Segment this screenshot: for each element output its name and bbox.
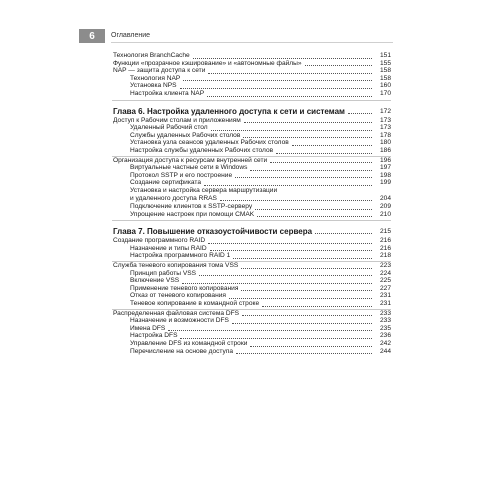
- toc-entry-title: Технология BranchCache: [113, 52, 190, 59]
- toc-page-number: 170: [379, 89, 391, 97]
- toc-page-number: 224: [379, 269, 391, 277]
- toc-leader: [208, 242, 372, 244]
- toc-page-number: 233: [379, 317, 391, 325]
- toc-entry-title: Теневое копирование в командной строке: [130, 300, 260, 308]
- toc-leader: [180, 87, 372, 89]
- toc-entry-title: Подключение клиентов к SSTP-серверу: [130, 203, 253, 211]
- toc-page-number: 218: [379, 252, 391, 260]
- toc-leader: [207, 95, 372, 97]
- toc-page-number: 155: [379, 59, 391, 67]
- toc-page-number: 209: [379, 203, 391, 211]
- page-number: 6: [79, 29, 105, 43]
- toc-subentry[interactable]: [113, 179, 391, 187]
- toc-leader: [250, 169, 372, 171]
- toc-entry[interactable]: [113, 187, 391, 202]
- toc-entry-title: Доступ к Рабочим столам и приложениям: [113, 116, 241, 124]
- toc-entry-title: Имена DFS: [130, 324, 166, 332]
- toc-page-number: 173: [379, 124, 391, 132]
- toc-block: [113, 262, 391, 308]
- toc-entry[interactable]: [113, 310, 391, 318]
- toc-leader: [232, 322, 372, 324]
- toc-leader: [348, 112, 372, 114]
- toc-subentry[interactable]: [113, 75, 391, 83]
- toc-entry-title: Протокол SSTP и его построение: [130, 171, 233, 179]
- toc-page-number: 233: [379, 309, 391, 317]
- toc-leader: [193, 57, 372, 59]
- toc-page-number: 151: [379, 52, 391, 59]
- toc-page-number: 173: [379, 116, 391, 124]
- toc-leader: [199, 274, 372, 276]
- toc-leader: [257, 215, 372, 217]
- toc-leader: [244, 121, 372, 123]
- toc-entry-title: Настройка службы удаленных Рабочих столов: [130, 146, 274, 154]
- toc-page-number: 210: [379, 210, 391, 218]
- toc-chapter-6[interactable]: [113, 107, 391, 116]
- toc-subentry[interactable]: [113, 82, 391, 90]
- toc-leader: [210, 249, 372, 251]
- toc-leader: [208, 72, 372, 74]
- toc-entry-title: Перечисление на основе доступа: [130, 347, 234, 355]
- toc-entry[interactable]: [113, 237, 391, 245]
- toc-leader: [229, 297, 372, 299]
- toc-block: [113, 117, 391, 155]
- toc-entry[interactable]: [113, 52, 391, 60]
- toc-subentry[interactable]: [113, 292, 391, 300]
- toc-page-number: 227: [379, 284, 391, 292]
- toc-page-number: 178: [379, 131, 391, 139]
- toc-leader: [183, 79, 372, 81]
- toc-subentry[interactable]: [113, 270, 391, 278]
- toc-page-number: 172: [379, 107, 391, 115]
- toc-page-number: 158: [379, 67, 391, 75]
- toc-entry[interactable]: [113, 60, 391, 68]
- running-header-title: Оглавление: [111, 32, 151, 39]
- toc-leader: [305, 64, 372, 66]
- toc-chapter-title: Глава 7. Повышение отказоустойчивости сервера: [113, 227, 313, 237]
- toc-leader: [241, 289, 372, 291]
- toc-entry-title: Функции «прозрачное кэширование» и «автономные файлы»: [113, 59, 302, 67]
- toc-entry-title: Настройка программного RAID 1: [130, 252, 231, 260]
- toc-subentry[interactable]: [113, 332, 391, 340]
- toc-subentry[interactable]: [113, 124, 391, 132]
- toc-subentry[interactable]: [113, 277, 391, 285]
- toc-leader: [255, 208, 372, 210]
- toc-leader: [220, 199, 372, 201]
- toc-entry-title: Упрощение настроек при помощи CMAK: [130, 210, 255, 218]
- toc-page-number: 216: [379, 237, 391, 245]
- toc-subentry[interactable]: [113, 139, 391, 147]
- toc-entry-title-cont: и удаленного доступа RRAS: [130, 194, 217, 202]
- toc-page-number: 235: [379, 324, 391, 332]
- toc-subentry[interactable]: [113, 285, 391, 293]
- toc-page-number: 186: [379, 146, 391, 154]
- toc-subentry[interactable]: [113, 300, 391, 308]
- toc-entry-title: Назначение и типы RAID: [130, 244, 207, 252]
- toc-subentry[interactable]: [113, 90, 391, 98]
- toc-subentry[interactable]: [113, 147, 391, 155]
- toc-block: [113, 203, 391, 218]
- toc-page-number: 160: [379, 82, 391, 90]
- toc-subentry[interactable]: [113, 340, 391, 348]
- toc-entry-title: Назначение и возможности DFS: [130, 317, 229, 325]
- toc-page-number: 197: [379, 164, 391, 172]
- toc-page-number: 236: [379, 332, 391, 340]
- toc-entry-title: Принцип работы VSS: [130, 269, 197, 277]
- toc-entry-title: Настройка клиента NAP: [130, 89, 205, 97]
- toc-subentry[interactable]: [113, 164, 391, 172]
- toc-leader: [180, 337, 372, 339]
- toc-page-number: 223: [379, 262, 391, 270]
- toc-subentry[interactable]: [113, 172, 391, 180]
- toc-leader: [235, 176, 372, 178]
- toc-entry-title: NAP — защита доступа к сети: [113, 67, 206, 75]
- toc-entry-title: Службы удаленных Рабочих столов: [130, 131, 241, 139]
- toc-page-number: 199: [379, 179, 391, 187]
- toc-entry-title: Создание программного RAID: [113, 237, 206, 245]
- toc-entry[interactable]: [113, 262, 391, 270]
- toc-entry-title: Включение VSS: [130, 277, 180, 285]
- toc-entry-title: Удаленный Рабочий стол: [130, 124, 208, 132]
- toc-leader: [241, 267, 372, 269]
- toc-entry-title: Применение теневого копирования: [130, 284, 239, 292]
- toc-block: [113, 52, 391, 98]
- toc-block: [113, 310, 391, 356]
- toc-entry-title: Создание сертификата: [130, 179, 202, 187]
- toc-page-number: 196: [379, 156, 391, 164]
- toc-page-number: 244: [379, 347, 391, 355]
- toc-page-number: 158: [379, 74, 391, 82]
- toc-subentry[interactable]: [113, 252, 391, 260]
- toc-entry[interactable]: [113, 157, 391, 165]
- toc-page-number: 242: [379, 340, 391, 347]
- toc-entry-title: Настройка DFS: [130, 332, 178, 340]
- toc-leader: [315, 232, 372, 234]
- toc-entry-title: Отказ от теневого копирования: [130, 292, 226, 300]
- toc-entry-title: Технология NAP: [130, 74, 181, 82]
- toc-page-number: 198: [379, 171, 391, 179]
- toc-chapter-7[interactable]: [113, 227, 391, 236]
- toc-chapter-title: Глава 6. Настройка удаленного доступа к сети и системам: [113, 106, 345, 116]
- toc-page-number: 231: [379, 300, 391, 308]
- toc-entry-title: Установка NPS: [130, 82, 177, 90]
- toc-entry-title: Организация доступа к ресурсам внутренней сети: [113, 156, 268, 164]
- toc-leader: [233, 257, 372, 259]
- toc-leader: [276, 152, 372, 154]
- toc-leader: [292, 144, 372, 146]
- toc-entry-title: Служба теневого копирования тома VSS: [113, 262, 239, 270]
- toc-leader: [168, 329, 372, 331]
- toc-leader: [204, 184, 372, 186]
- toc-leader: [250, 345, 372, 347]
- toc-leader: [242, 314, 372, 316]
- toc-entry-title: Установка и настройка сервера маршрутизации: [130, 186, 278, 194]
- toc-page-number: 231: [379, 292, 391, 300]
- toc-entry-line2: [130, 195, 391, 203]
- toc-leader: [211, 129, 372, 131]
- toc-leader: [182, 282, 372, 284]
- toc-page-number: 204: [379, 194, 391, 202]
- toc-entry-title: Управление DFS из командной строки: [130, 340, 248, 347]
- toc-page-number: 216: [379, 244, 391, 252]
- toc-entry-title: Распределенная файловая система DFS: [113, 309, 240, 317]
- toc-page-number: 180: [379, 139, 391, 147]
- toc-leader: [262, 305, 372, 307]
- toc-page-number: 215: [379, 228, 391, 236]
- toc-subentry[interactable]: [113, 203, 391, 211]
- toc-subentry[interactable]: [113, 317, 391, 325]
- toc-subentry[interactable]: [113, 211, 391, 219]
- toc-leader: [270, 161, 372, 163]
- toc-entry-title: Виртуальные частные сети в Windows: [130, 164, 248, 172]
- toc-page-number: 225: [379, 277, 391, 285]
- toc-entry[interactable]: [113, 67, 391, 75]
- toc-subentry[interactable]: [113, 348, 391, 356]
- toc-leader: [236, 352, 372, 354]
- toc-block: [113, 157, 391, 187]
- toc-block: [113, 237, 391, 260]
- toc-entry-title: Установка узла сеансов удаленных Рабочих столов: [130, 139, 289, 147]
- table-of-contents: [113, 52, 391, 355]
- header-rule: [111, 42, 393, 43]
